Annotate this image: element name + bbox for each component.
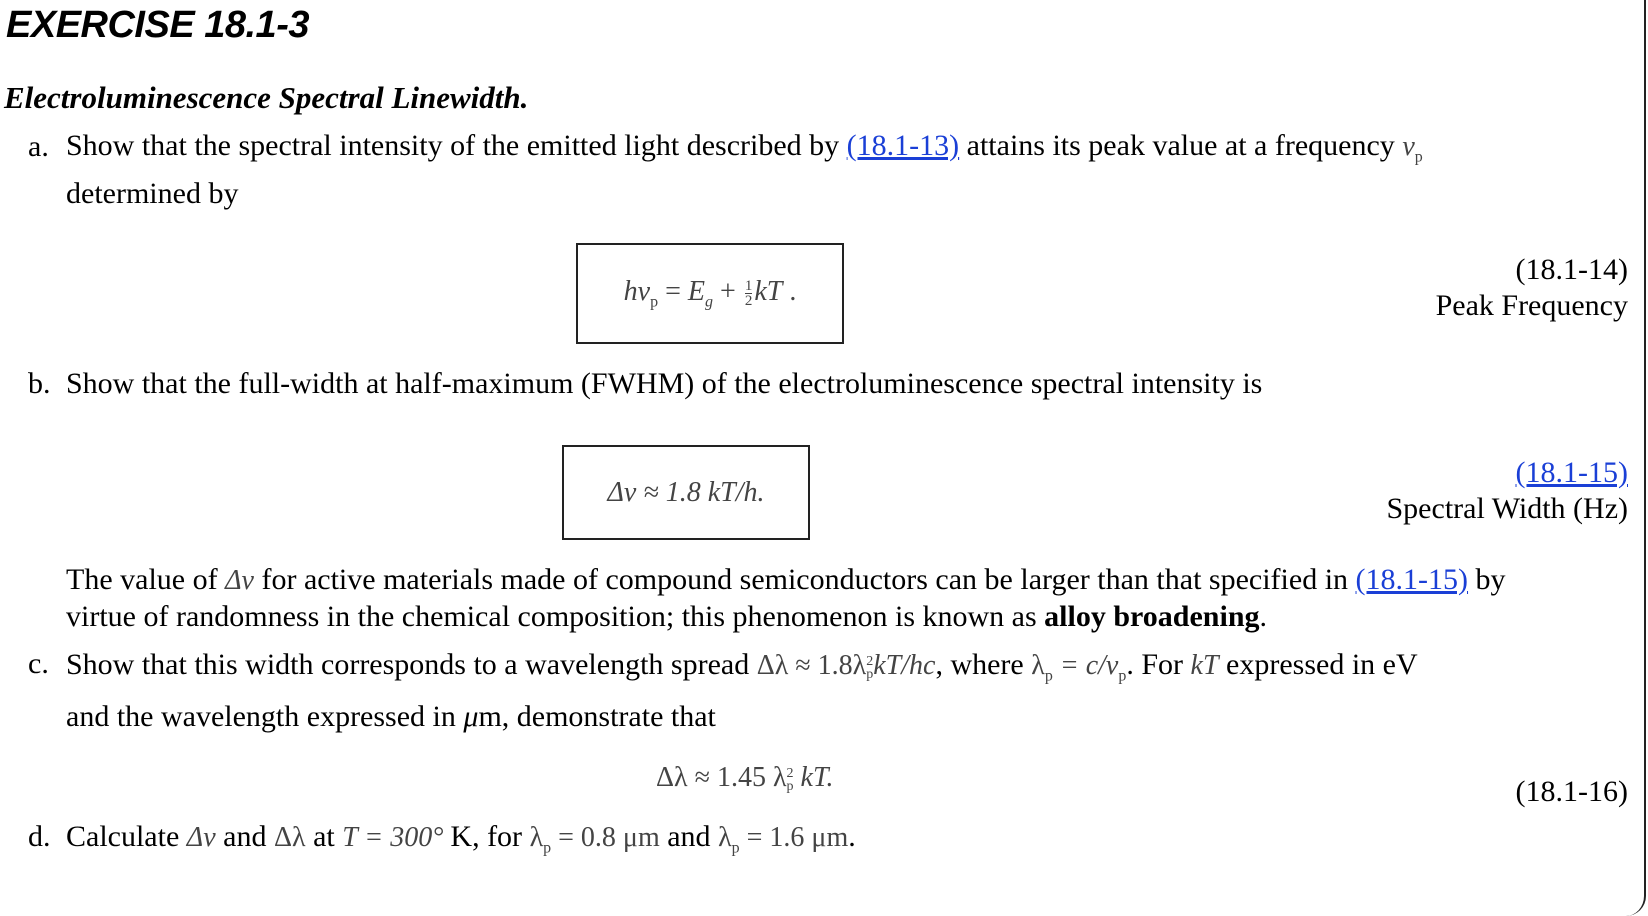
equation-18-1-14: $h\nu_p = E_g$ + $\frac{1}{2}$ kT . (623, 275, 797, 311)
alloy-broadening-term: alloy broadening (1044, 600, 1260, 633)
part-a-marker: a. (28, 130, 49, 163)
page-edge-border (1614, 0, 1646, 916)
eq-link-18-1-13[interactable]: (18.1-13) (846, 129, 960, 162)
equation-18-1-16: Δλ ≈ 1.45 λ 2 p kT. (656, 762, 834, 794)
equation-number: (18.1-14) (1515, 253, 1628, 286)
part-a-text: Show that the spectral intensity of the emitted light described by (18.1-13) attains its peak value at a frequency $\nu_p$ determined by (66, 129, 1423, 210)
part-b-text: Show that the full-width at half-maximum (FWHM) of the electroluminescence spectral intensity is (66, 367, 1263, 400)
equation-box-18-1-14 (576, 243, 844, 344)
exercise-title: EXERCISE 18.1-3 (6, 4, 309, 46)
equation-label-18-1-15 (1387, 455, 1629, 527)
part-b-marker: b. (28, 367, 51, 400)
exercise-subtitle: Electroluminescence Spectral Linewidth. (4, 80, 529, 115)
equation-box-18-1-15 (562, 445, 810, 540)
alloy-broadening-paragraph: The value of Δν for active materials made of compound semiconductors can be larger than that specified in (18.1-15) by virtue of randomness in the chemical composition; this phenomenon is known as alloy broadening. (66, 563, 1506, 633)
equation-number-link[interactable]: (18.1-15) (1515, 456, 1628, 489)
equation-number-18-1-16: (18.1-16) (1515, 775, 1628, 808)
equation-caption: Spectral Width (Hz) (1386, 492, 1628, 525)
part-d-text: Calculate Δν and Δλ at T = 300° K, for $\lambda_p = 0.8$ μm and $\lambda_p = 1.6$ μm. (66, 820, 856, 857)
equation-label-18-1-14 (1436, 252, 1628, 324)
equation-caption: Peak Frequency (1435, 289, 1628, 322)
part-c-text: Show that this width corresponds to a wavelength spread Δλ ≈ 1.8λ 2 p kT/hc, where $\lambda_p = c/\nu_p$. For kT expressed in eV and the wavelength expressed in μm, demonstrate that (66, 648, 1418, 733)
part-d-marker: d. (28, 820, 51, 853)
equation-18-1-15: Δν ≈ 1.8 kT/h. (607, 476, 765, 508)
part-c-marker: c. (28, 647, 49, 680)
eq-link-18-1-15[interactable]: (18.1-15) (1355, 563, 1469, 596)
